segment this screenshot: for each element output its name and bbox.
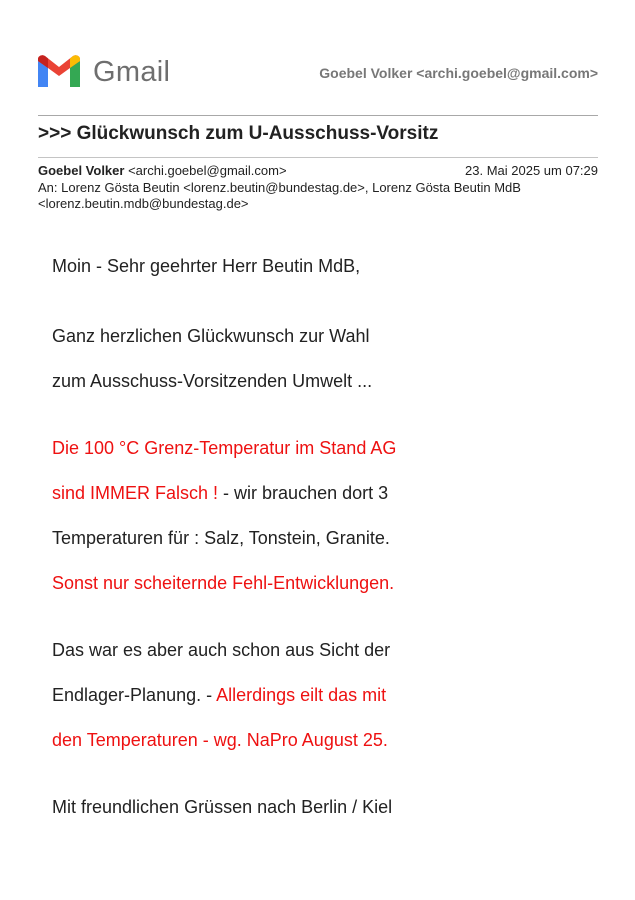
email-subject: >>> Glückwunsch zum U-Ausschuss-Vorsitz [38,123,439,144]
body-text-red: sind IMMER Falsch ! [52,483,219,503]
body-line: Temperaturen für : Salz, Tonstein, Granite. [52,528,390,548]
body-line-red: den Temperaturen - wg. NaPro August 25. [52,730,388,750]
header-divider [38,115,598,116]
body-line: zum Ausschuss-Vorsitzenden Umwelt ... [52,371,373,391]
body-text: Endlager-Planung. - [52,685,217,705]
body-line-mixed [52,684,592,706]
body-line-mixed [52,482,592,504]
body-line-red: Sonst nur scheiternde Fehl-Entwicklungen. [52,573,395,593]
body-line: Ganz herzlichen Glückwunsch zur Wahl [52,326,370,346]
gmail-logo-text: Gmail [93,56,171,88]
message-date: 23. Mai 2025 um 07:29 [465,163,598,178]
body-text: - wir brauchen dort 3 [218,483,389,503]
account-email: Goebel Volker <archi.goebel@gmail.com> [319,65,598,81]
sender-email: <archi.goebel@gmail.com> [128,163,287,178]
message-body [52,250,592,818]
body-text-red: Allerdings eilt das mit [216,685,387,705]
gmail-header [38,52,598,92]
body-line-red: Die 100 °C Grenz-Temperatur im Stand AG [52,438,397,458]
recipients-line-1: An: Lorenz Gösta Beutin <lorenz.beutin@bundestag.de>, Lorenz Gösta Beutin MdB [38,179,521,195]
closing: Mit freundlichen Grüssen nach Berlin / Kiel [52,797,393,817]
greeting: Moin - Sehr geehrter Herr Beutin MdB, [52,256,361,276]
gmail-logo-icon [38,55,80,87]
sender-name: Goebel Volker [38,163,125,178]
message-meta [38,163,598,213]
from-line [38,163,598,180]
recipients-line-2: <lorenz.beutin.mdb@bundestag.de> [38,196,249,211]
subject-divider [38,157,598,158]
body-line: Das war es aber auch schon aus Sicht der [52,640,391,660]
